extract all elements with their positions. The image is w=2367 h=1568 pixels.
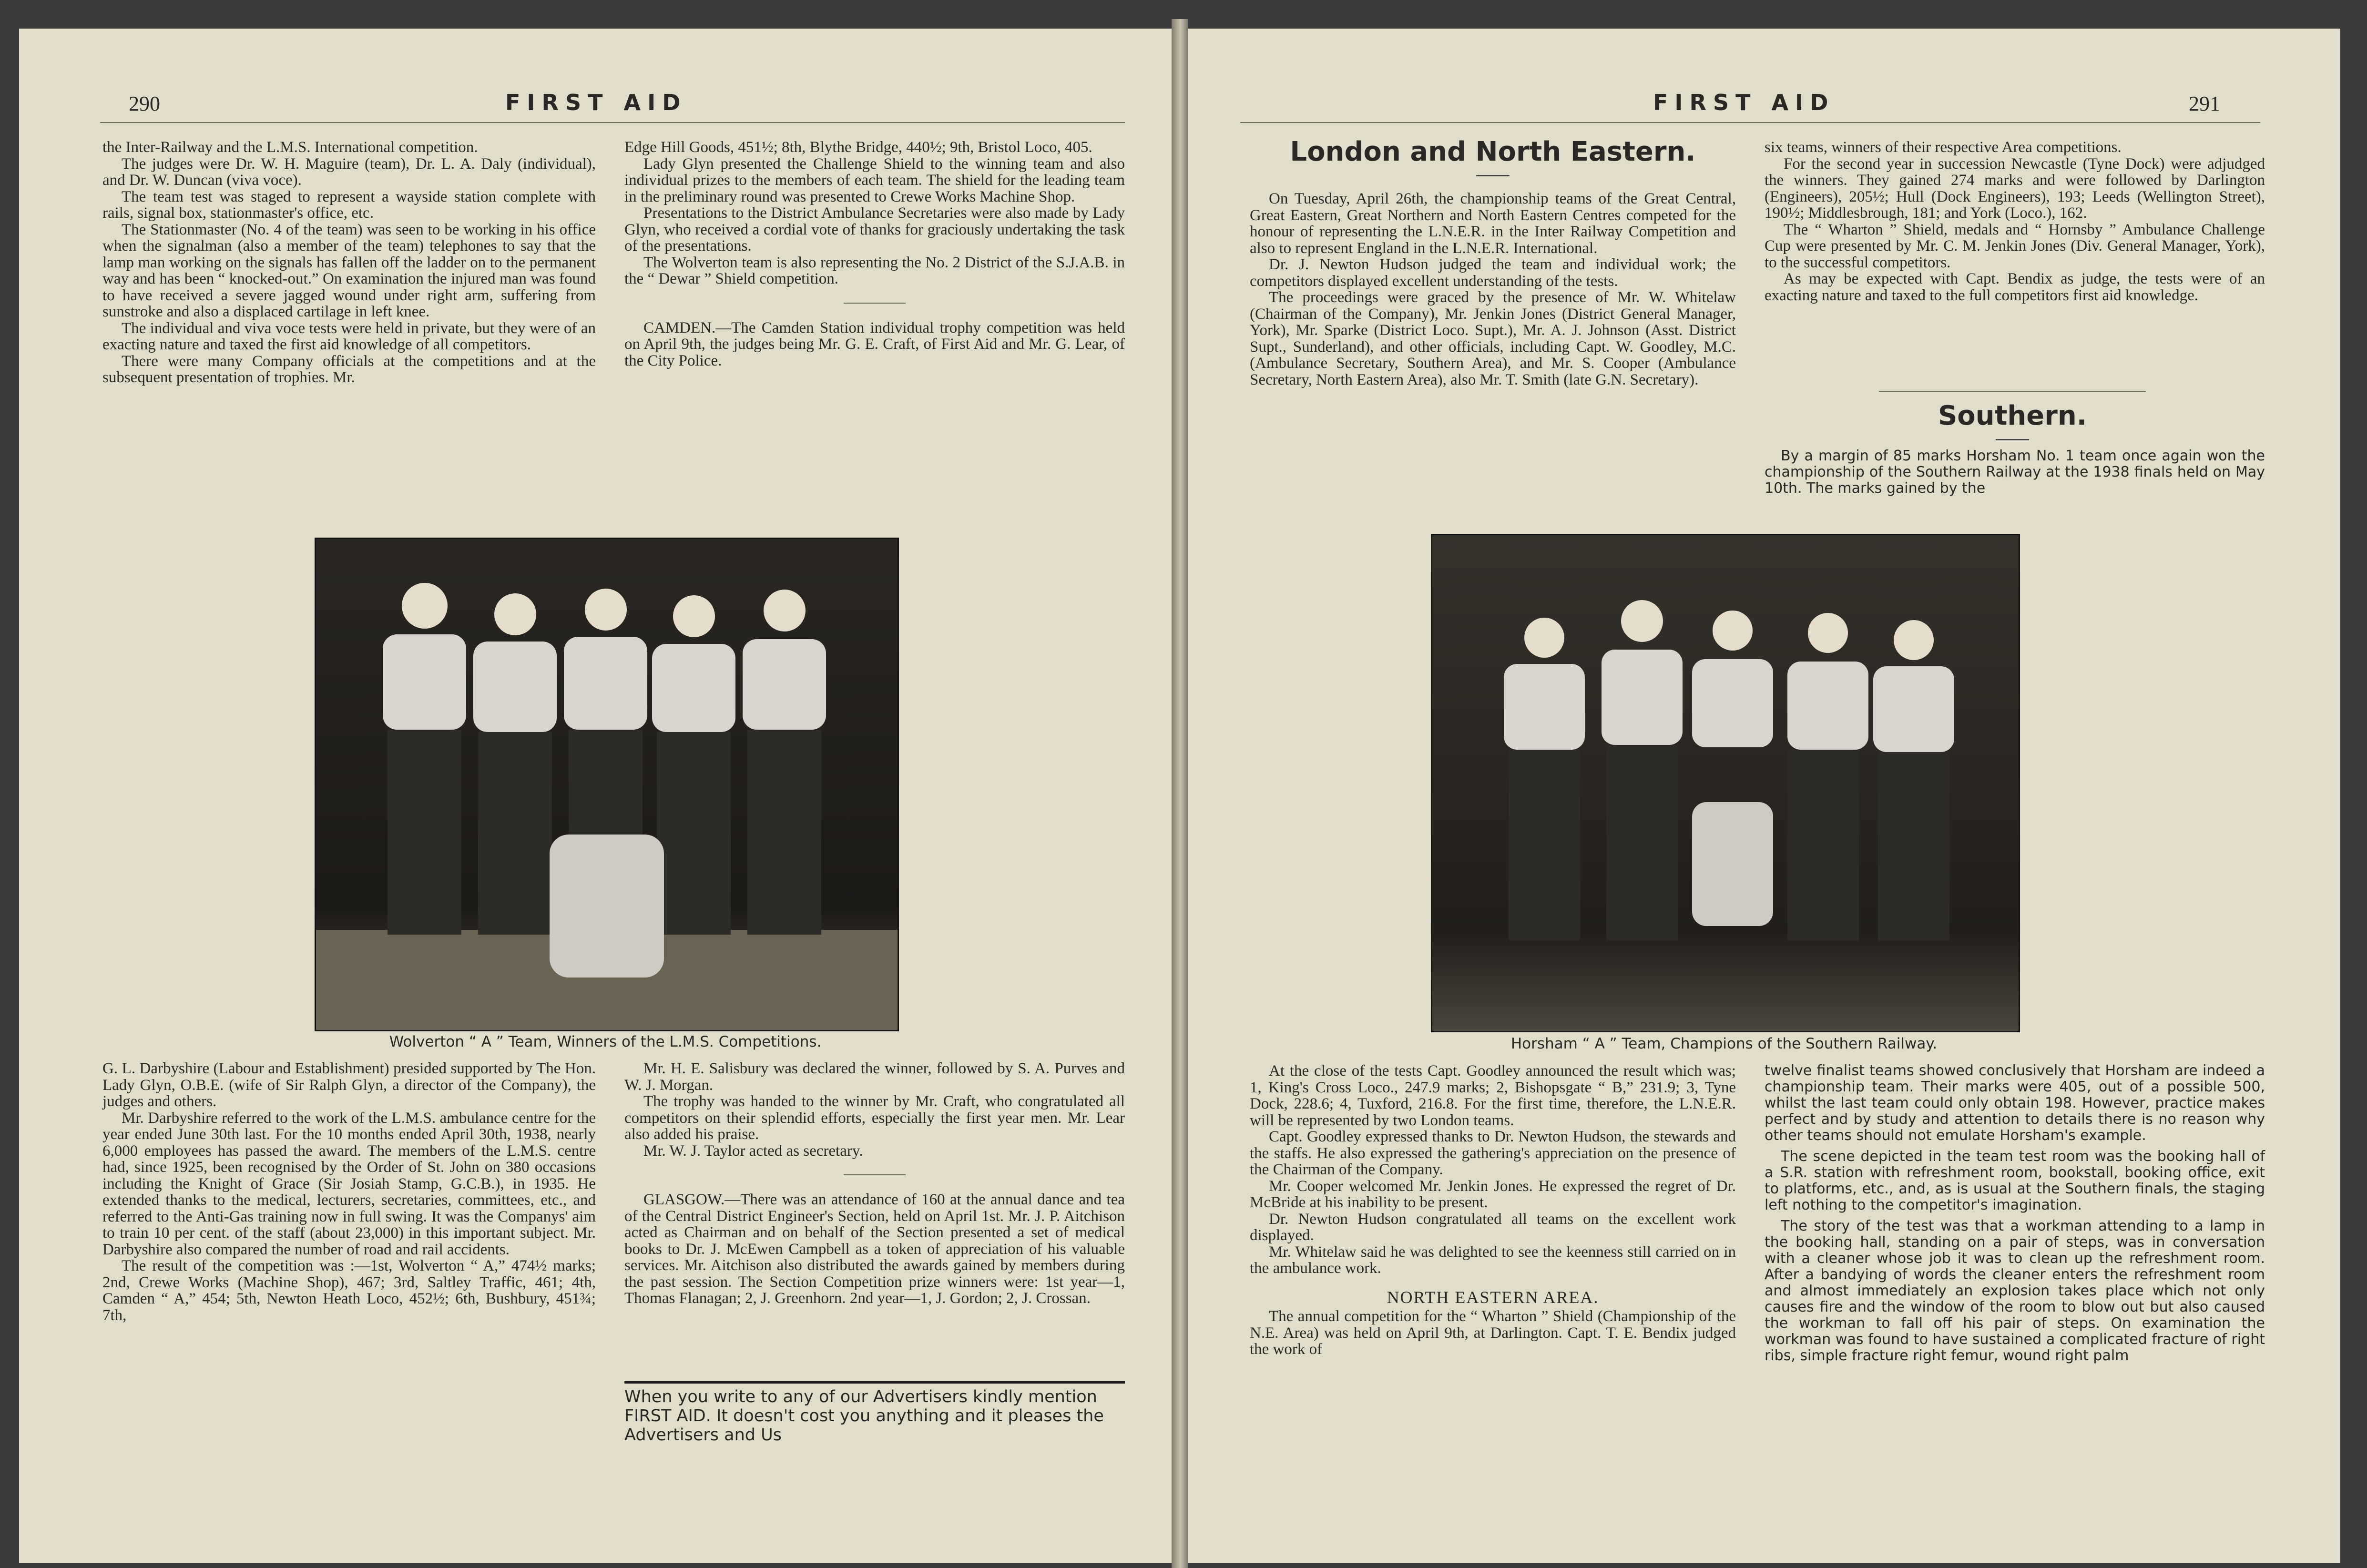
southern-intro: [1765, 448, 2265, 501]
heading-dash: [1476, 175, 1510, 176]
page-number: 290: [129, 92, 160, 115]
heading-rule: [1879, 391, 2146, 392]
paragraph: Dr. Newton Hudson congratulated all teams on the excellent work displayed.: [1250, 1210, 1736, 1244]
section-heading-lner: London and North Eastern.: [1290, 136, 1696, 167]
paragraph: As may be expected with Capt. Bendix as judge, the tests were of an exacting nature and taxed to the full competitors first aid knowledge.: [1765, 270, 2265, 304]
right-page: [1188, 29, 2340, 1563]
paragraph: The result of the competition was :—1st, Wolverton “ A,” 474½ marks; 2nd, Crewe Works (Machine Shop), 467; 3rd, Saltley Traffic, 461; 4th, Camden “ A,” 454; 5th, Newton Heath Loco, 452½; 6th, Bushbury, 451¾; 7th,: [102, 1257, 596, 1324]
book-gutter: [1172, 19, 1188, 1568]
paragraph: Mr. W. J. Taylor acted as secretary.: [643, 1142, 863, 1160]
paragraph: The team test was staged to represent a wayside station complete with rails, signal box, stationmaster's office, etc.: [102, 188, 596, 222]
paragraph: the Inter-Railway and the L.M.S. International competition.: [102, 139, 478, 156]
southern-heading-block: [1784, 391, 2241, 440]
section-heading-southern: Southern.: [1938, 400, 2087, 431]
lne-heading-block: [1250, 136, 1736, 176]
team-photo-illustration: [1432, 535, 2019, 1031]
paragraph: Edge Hill Goods, 451½; 8th, Blythe Bridge, 440½; 9th, Bristol Loco, 405.: [624, 139, 1092, 156]
paragraph: The “ Wharton ” Shield, medals and “ Hornsby ” Ambulance Challenge Cup were presented by Mr. C. M. Jenkin Jones (Div. General Manager, York), to the successful competitors.: [1765, 221, 2265, 271]
paragraph: Presentations to the District Ambulance Secretaries were also made by Lady Glyn, who received a cordial vote of thanks for graciously undertaking the task of the presentations.: [624, 204, 1125, 255]
left-col2-top: [624, 139, 1125, 369]
section-separator: [844, 303, 906, 304]
paragraph: The individual and viva voce tests were held in private, but they were of an exacting nature and taxed the first aid knowledge of all competitors.: [102, 319, 596, 353]
left-col1-top: [102, 139, 596, 386]
paragraph: The Wolverton team is also representing the No. 2 District of the S.J.A.B. in the “ Dewar ” Shield competition.: [624, 254, 1125, 287]
heading-dash: [1996, 439, 2029, 440]
left-col2-bottom: [624, 1060, 1125, 1307]
paragraph: On Tuesday, April 26th, the championship teams of the Great Central, Great Eastern, Great Northern and North Eastern Centres competed for the honour of representing the L.N.E.R. in the Inter Railway Competition and also to represent England in the L.N.E.R. International.: [1250, 190, 1736, 257]
page-number: 291: [2189, 92, 2220, 115]
running-head: FIRST AID: [1653, 90, 1835, 115]
paragraph: Lady Glyn presented the Challenge Shield to the winning team and also individual prizes to the members of each team. The shield for the leading team in the preliminary round was presented to Crewe Works Machine Shop.: [624, 155, 1125, 205]
paragraph: Mr. H. E. Salisbury was declared the winner, followed by S. A. Purves and W. J. Morgan.: [624, 1060, 1125, 1094]
wolverton-team-photo: [315, 538, 899, 1031]
paragraph: Mr. Darbyshire referred to the work of the L.M.S. ambulance centre for the year ended June 30th last. For the 10 months ended April 30th, 1938, nearly 6,000 employees has passed the award. The members of the L.M.S. centre had, since 1925, been recognised by the Order of St. John on 380 occasions including the Knight of Grace (Sir Josiah Stamp, G.C.B.), in 1935. He extended thanks to the medical, lecturers, secretaries, committees, etc., and referred to the Anti-Gas training now in full swing. It was the Companys' aim to train 10 per cent. of the staff (about 23,000) in this important subject. Mr. Darbyshire also compared the number of road and rail accidents.: [102, 1109, 596, 1258]
photo-caption: Horsham “ A ” Team, Champions of the Southern Railway.: [1510, 1035, 1938, 1052]
left-col1-bottom: [102, 1060, 596, 1324]
subsection-heading: NORTH EASTERN AREA.: [1387, 1287, 1599, 1307]
paragraph: GLASGOW.—There was an attendance of 160 at the annual dance and tea of the Central District Engineer's Section, held on April 1st. Mr. J. P. Aitchison acted as Chairman and on behalf of the Section presented a set of medical books to Dr. J. McEwen Campbell as a token of appreciation of his valuable services. Mr. Aitchison also distributed the awards gained by members during the past session. The Section Competition prize winners were: 1st year—1, Thomas Flanagan; 2, J. Greenhorn. 2nd year—1, J. Gordon; 2, J. Crossan.: [624, 1191, 1125, 1307]
right-col1-bottom: [1250, 1063, 1736, 1358]
paragraph: Capt. Goodley expressed thanks to Dr. Newton Hudson, the stewards and the staffs. He also expressed the gathering's appreciation on the presence of the Chairman of the Company.: [1250, 1128, 1736, 1178]
paragraph: six teams, winners of their respective Area competitions.: [1765, 139, 2122, 156]
paragraph: The Stationmaster (No. 4 of the team) was seen to be working in his office when the signalman (also a member of the team) telephones to say that the lamp man working on the signals has fallen off the ladder on to the permanent way and has been “ knocked-out.” On examination the injured man was found to have received a severe jagged wound under right arm, suffering from sunstroke and also a displaced cartilage in left knee.: [102, 221, 596, 320]
paragraph: By a margin of 85 marks Horsham No. 1 team once again won the championship of the Southern Railway at the 1938 finals held on May 10th. The marks gained by the: [1765, 448, 2265, 497]
horsham-team-photo: [1431, 534, 2020, 1032]
paragraph: Mr. Whitelaw said he was delighted to see the keenness still carried on in the ambulance work.: [1250, 1243, 1736, 1277]
paragraph: CAMDEN.—The Camden Station individual trophy competition was held on April 9th, the judges being Mr. G. E. Craft, of First Aid and Mr. G. Lear, of the City Police.: [624, 319, 1125, 369]
right-col2-top: [1765, 139, 2265, 304]
paragraph: The story of the test was that a workman attending to a lamp in the booking hall, standing on a pair of steps, was in conversation with a cleaner whose job it was to clean up the refreshment room. After a bandying of words the cleaner enters the refreshment room and almost immediately an explosion takes place which not only causes fire and the window of the room to blow out but also caused the workman to fall off his pair of steps. On examination the workman was found to have sustained a complicated fracture of right ribs, simple fracture right femur, wound right palm: [1765, 1218, 2265, 1364]
header-rule: [100, 122, 1125, 123]
paragraph: For the second year in succession Newcastle (Tyne Dock) were adjudged the winners. They gained 274 marks and were followed by Darlington (Engineers), 205½; Hull (Dock Engineers), 193; Leeds (Wellington Street), 190½; Middlesbrough, 181; and York (Loco.), 162.: [1765, 155, 2265, 222]
right-col2-bottom: [1765, 1063, 2265, 1369]
paragraph: At the close of the tests Capt. Goodley announced the result which was; 1, King's Cross Loco., 247.9 marks; 2, Bishopsgate “ B,” 231.9; 3, Tyne Dock, 228.6; 4, Tuxford, 216.8. For the first time, therefore, the L.N.E.R. will be represented by two London teams.: [1250, 1062, 1736, 1129]
advertisers-notice: When you write to any of our Advertisers kindly mention FIRST AID. It doesn't cost you anything and it pleases the Advertisers and Us: [624, 1381, 1125, 1445]
paragraph: The annual competition for the “ Wharton ” Shield (Championship of the N.E. Area) was held on April 9th, at Darlington. Capt. T. E. Bendix judged the work of: [1250, 1308, 1736, 1358]
header-rule: [1240, 122, 2260, 123]
paragraph: G. L. Darbyshire (Labour and Establishment) presided supported by The Hon. Lady Glyn, O.B.E. (wife of Sir Ralph Glyn, a director of the Company), the judges and others.: [102, 1060, 596, 1110]
paragraph: The trophy was handed to the winner by Mr. Craft, who congratulated all competitors on their splendid efforts, especially the first year men. Mr. Lear also added his praise.: [624, 1093, 1125, 1143]
left-page: [19, 29, 1172, 1563]
paragraph: The judges were Dr. W. H. Maguire (team), Dr. L. A. Daly (individual), and Dr. W. Duncan (viva voce).: [102, 155, 596, 189]
team-photo-illustration: [316, 539, 898, 1030]
paragraph: There were many Company officials at the competitions and at the subsequent presentation of trophies. Mr.: [102, 352, 596, 386]
right-col1-top: [1250, 191, 1736, 388]
running-head: FIRST AID: [505, 90, 687, 115]
paragraph: Mr. Cooper welcomed Mr. Jenkin Jones. He expressed the regret of Dr. McBride at his inability to be present.: [1250, 1177, 1736, 1211]
section-separator: [844, 1174, 906, 1175]
paragraph: The scene depicted in the team test room was the booking hall of a S.R. station with refreshment room, bookstall, booking office, exit to platforms, etc., and, as is usual at the Southern finals, the staging left nothing to the competitor's imagination.: [1765, 1148, 2265, 1213]
paragraph: Dr. J. Newton Hudson judged the team and individual work; the competitors displayed excellent understanding of the tests.: [1250, 256, 1736, 290]
paragraph: twelve finalist teams showed conclusively that Horsham are indeed a championship team. Their marks were 405, out of a possible 500, whilst the last team could only obtain 198. However, practice makes perfect and by study and attention to details there is no reason why other teams should not emulate Horsham's example.: [1765, 1062, 2265, 1144]
paragraph: The proceedings were graced by the presence of Mr. W. Whitelaw (Chairman of the Company), Mr. Jenkin Jones (District General Manager, York), Mr. Sparke (District Loco. Supt.), Mr. A. J. Johnson (Asst. District Supt., Sunderland), and other officials, including Capt. W. Goodley, M.C. (Ambulance Secretary, Southern Area), and Mr. S. Cooper (Ambulance Secretary, North Eastern Area), also Mr. T. Smith (late G.N. Secretary).: [1250, 289, 1736, 388]
photo-caption: Wolverton “ A ” Team, Winners of the L.M.S. Competitions.: [389, 1033, 822, 1050]
